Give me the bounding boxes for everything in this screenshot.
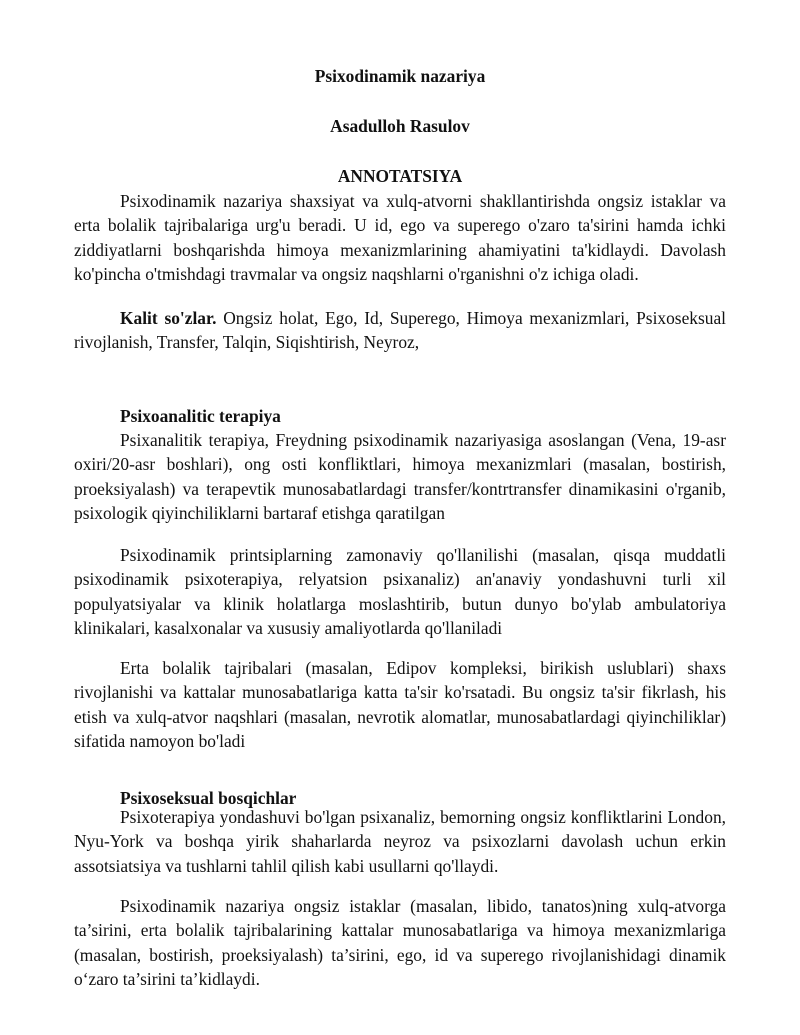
annotation-paragraph: Psixodinamik nazariya shaxsiyat va xulq-atvorni shakllantirishda ongsiz istaklar va erta bolalik tajribalariga urg'u beradi. U id, ego va superego o'zaro ta'sirini hamda ichki ziddiyatlarni boshqarishda himoya mexanizmlarining ahamiyatini ta'kidlaydi. Davolash ko'pincha o'tmishdagi travmalar va ongsiz naqshlarni o'rganishni o'z ichiga oladi.: [74, 191, 726, 285]
section2-paragraph-2: Psixodinamik nazariya ongsiz istaklar (masalan, libido, tanatos)ning xulq-atvorga ta’sirini, erta bolalik tajribalarining kattalar munosabatlariga va himoya mexanizmlariga (masalan, bostirish, proeksiyalash) ta’sirini, ego, id va superego rivojlanishidagi dinamik o‘zaro ta’sirini ta’kidlaydi.: [74, 896, 726, 990]
section1-paragraph-3: Erta bolalik tajribalari (masalan, Edipov kompleksi, birikish uslublari) shaxs rivojlanishi va kattalar munosabatlariga katta ta'sir ko'rsatadi. Bu ongsiz ta'sir fikrlash, his etish va xulq-atvor naqshlari (masalan, nevrotik alomatlar, munosabatlardagi qiyinchiliklar) sifatida namoyon bo'ladi: [74, 658, 726, 752]
keywords-paragraph: [74, 306, 726, 355]
section-heading-psixoanalitic-terapiya: Psixoanalitic terapiya: [120, 406, 281, 426]
section-heading-psixoseksual-bosqichlar: Psixoseksual bosqichlar: [120, 788, 297, 808]
author-name: Asadulloh Rasulov: [330, 116, 470, 136]
document-title: Psixodinamik nazariya: [314, 66, 486, 86]
section1-paragraph-1: Psixanalitik terapiya, Freydning psixodinamik nazariyasiga asoslangan (Vena, 19-asr oxiri/20-asr boshlari), ong osti konfliktlari, himoya mexanizmlari (masalan, bostirish, proeksiyalash) va terapevtik munosabatlardagi transfer/kontrtransfer dinamikasini o'rganib, psixologik qiyinchiliklarni bartaraf etishga qaratilgan: [74, 430, 726, 524]
section2-paragraph-1: Psixoterapiya yondashuvi bo'lgan psixanaliz, bemorning ongsiz konfliktlarini London, Nyu-York va boshqa yirik shaharlarda neyroz va psixozlarni davolash uchun erkin assotsiatsiya va tushlarni tahlil qilish kabi usullarni qo'llaydi.: [74, 807, 726, 876]
section1-paragraph-2: Psixodinamik printsiplarning zamonaviy qo'llanilishi (masalan, qisqa muddatli psixodinamik psixoterapiya, relyatsion psixanaliz) an'anaviy yondashuvni turli xil populyatsiyalar va klinik holatlarga moslashtirib, butun dunyo bo'ylab ambulatoriya klinikalari, kasalxonalar va xususiy amaliyotlarda qo'llaniladi: [74, 545, 726, 639]
annotation-heading: ANNOTATSIYA: [337, 166, 463, 186]
keywords-label: Kalit so'zlar.: [120, 308, 217, 328]
keywords-list: Ongsiz holat, Ego, Id, Superego, Himoya mexanizmlari, Psixoseksual rivojlanish, Transfer, Talqin, Siqishtirish, Neyroz,: [74, 308, 726, 353]
